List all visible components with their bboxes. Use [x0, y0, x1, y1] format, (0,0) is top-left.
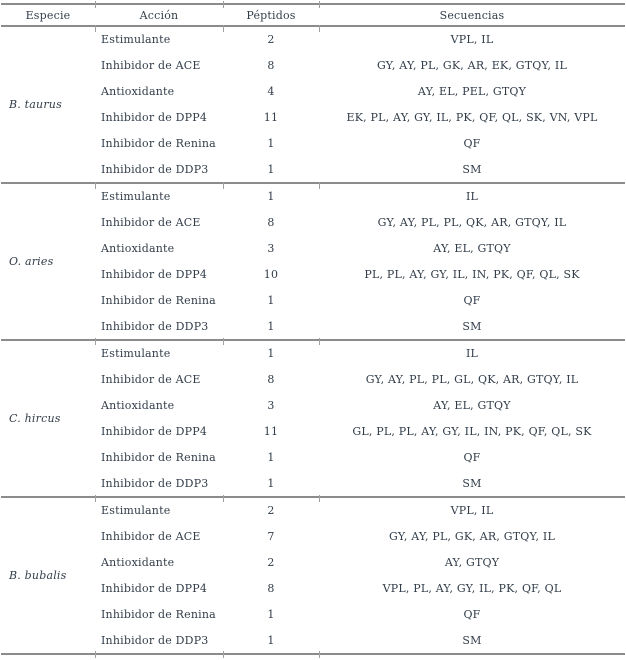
sequences-cell: SM [462, 162, 482, 176]
peptide-count-cell: 1 [267, 162, 275, 176]
action-cell: Inhibidor de Renina [101, 137, 216, 151]
table-row [1, 157, 625, 183]
action-cell: Inhibidor de DPP4 [101, 267, 208, 281]
sequences-cell: IL [465, 190, 479, 204]
peptide-count-cell: 8 [267, 372, 275, 386]
table-row [1, 209, 625, 235]
sequences-cell: VPL, IL [450, 503, 494, 517]
peptide-count-cell: 11 [263, 424, 279, 438]
sequences-cell: GY, AY, PL, GK, AR, EK, GTQY, IL [377, 58, 567, 72]
action-cell: Estimulante [101, 346, 171, 360]
peptide-count-cell: 1 [267, 346, 275, 360]
action-cell: Estimulante [101, 503, 171, 517]
column-rule-tick [319, 338, 320, 345]
table-row [1, 366, 625, 392]
sequences-cell: AY, GTQY [444, 555, 500, 569]
table-row [1, 261, 625, 287]
table-row [1, 392, 625, 418]
peptide-count-cell: 2 [267, 33, 275, 47]
action-cell: Inhibidor de ACE [101, 58, 201, 72]
peptide-count-cell: 11 [263, 111, 279, 125]
column-rule-tick [319, 1, 320, 8]
table-row [1, 78, 625, 104]
column-rule-tick [223, 25, 224, 32]
column-rule-tick [95, 25, 96, 32]
sequences-cell: VPL, PL, AY, GY, IL, PK, QF, QL [382, 581, 562, 595]
species-section-o-aries [1, 183, 625, 340]
peptide-count-cell: 1 [267, 476, 275, 490]
action-cell: Inhibidor de DDP3 [101, 633, 209, 647]
column-header-peptidos: Péptidos [246, 8, 296, 22]
sequences-cell: AY, EL, PEL, GTQY [417, 84, 527, 98]
column-rule-tick [223, 651, 224, 658]
sequences-cell: IL [465, 346, 479, 360]
peptide-count-cell: 10 [263, 267, 279, 281]
peptide-count-cell: 1 [267, 190, 275, 204]
species-label: C. hircus [9, 411, 61, 425]
species-label: B. taurus [9, 97, 62, 111]
sequences-cell: GY, AY, PL, GK, AR, GTQY, IL [389, 529, 555, 543]
action-cell: Antioxidante [101, 398, 175, 412]
peptide-count-cell: 1 [267, 319, 275, 333]
table-row [1, 104, 625, 130]
table-row [1, 523, 625, 549]
sequences-cell: GY, AY, PL, PL, QK, AR, GTQY, IL [377, 215, 567, 229]
species-section-b-bubalis [1, 497, 625, 654]
table-row [1, 314, 625, 340]
table-row [1, 445, 625, 471]
column-rule-tick [95, 182, 96, 189]
column-header-accion: Acción [139, 8, 179, 22]
species-section-c-hircus [1, 340, 625, 497]
peptide-actions-table [1, 3, 625, 655]
table-row [1, 601, 625, 627]
peptide-count-cell: 8 [267, 581, 275, 595]
peptide-count-cell: 1 [267, 608, 275, 622]
action-cell: Inhibidor de Renina [101, 451, 216, 465]
action-cell: Inhibidor de DPP4 [101, 581, 208, 595]
table-row [1, 52, 625, 78]
column-rule-tick [319, 25, 320, 32]
column-rule-tick [95, 495, 96, 502]
action-cell: Inhibidor de Renina [101, 294, 216, 308]
sequences-cell: EK, PL, AY, GY, IL, PK, QF, QL, SK, VN, VPL [346, 111, 598, 125]
action-cell: Inhibidor de Renina [101, 608, 216, 622]
peptide-count-cell: 1 [267, 633, 275, 647]
species-label: B. bubalis [9, 568, 67, 582]
column-rule-tick [319, 651, 320, 658]
action-cell: Inhibidor de DPP4 [101, 111, 208, 125]
column-rule-tick [95, 1, 96, 8]
column-rule-tick [95, 338, 96, 345]
column-rule-tick [95, 651, 96, 658]
sequences-cell: GL, PL, PL, AY, GY, IL, IN, PK, QF, QL, SK [352, 424, 592, 438]
peptide-count-cell: 3 [267, 241, 275, 255]
table-row [1, 628, 625, 654]
sequences-cell: QF [463, 294, 481, 308]
column-rule-tick [223, 182, 224, 189]
peptide-count-cell: 7 [267, 529, 275, 543]
action-cell: Antioxidante [101, 84, 175, 98]
peptide-count-cell: 1 [267, 294, 275, 308]
sequences-cell: QF [463, 137, 481, 151]
table-row [1, 235, 625, 261]
table-row [1, 288, 625, 314]
sequences-cell: SM [462, 476, 482, 490]
peptide-count-cell: 1 [267, 137, 275, 151]
table-row [1, 471, 625, 497]
sequences-cell: SM [462, 633, 482, 647]
table-row [1, 418, 625, 444]
column-rule-tick [223, 1, 224, 8]
table-row [1, 575, 625, 601]
column-header-especie: Especie [25, 8, 71, 22]
peptide-count-cell: 8 [267, 215, 275, 229]
sequences-cell: QF [463, 608, 481, 622]
action-cell: Inhibidor de ACE [101, 372, 201, 386]
sequences-cell: SM [462, 319, 482, 333]
peptide-count-cell: 4 [267, 84, 275, 98]
column-rule-tick [319, 495, 320, 502]
action-cell: Estimulante [101, 190, 171, 204]
column-rule-tick [223, 495, 224, 502]
column-header-secuencias: Secuencias [439, 8, 505, 22]
species-label: O. aries [9, 254, 54, 268]
action-cell: Estimulante [101, 33, 171, 47]
table-row [1, 131, 625, 157]
action-cell: Inhibidor de DDP3 [101, 319, 209, 333]
peptide-count-cell: 2 [267, 503, 275, 517]
species-section-b-taurus [1, 26, 625, 183]
column-rule-tick [319, 182, 320, 189]
sequences-cell: QF [463, 451, 481, 465]
sequences-cell: AY, EL, GTQY [433, 398, 511, 412]
action-cell: Inhibidor de DPP4 [101, 424, 208, 438]
action-cell: Inhibidor de ACE [101, 215, 201, 229]
action-cell: Inhibidor de DDP3 [101, 476, 209, 490]
action-cell: Antioxidante [101, 241, 175, 255]
action-cell: Antioxidante [101, 555, 175, 569]
peptide-count-cell: 8 [267, 58, 275, 72]
action-cell: Inhibidor de ACE [101, 529, 201, 543]
sequences-cell: AY, EL, GTQY [433, 241, 511, 255]
peptide-count-cell: 1 [267, 451, 275, 465]
peptide-count-cell: 3 [267, 398, 275, 412]
column-rule-tick [223, 338, 224, 345]
action-cell: Inhibidor de DDP3 [101, 162, 209, 176]
peptide-count-cell: 2 [267, 555, 275, 569]
sequences-cell: GY, AY, PL, PL, GL, QK, AR, GTQY, IL [365, 372, 579, 386]
sequences-cell: VPL, IL [450, 33, 494, 47]
sequences-cell: PL, PL, AY, GY, IL, IN, PK, QF, QL, SK [364, 267, 580, 281]
table-row [1, 549, 625, 575]
